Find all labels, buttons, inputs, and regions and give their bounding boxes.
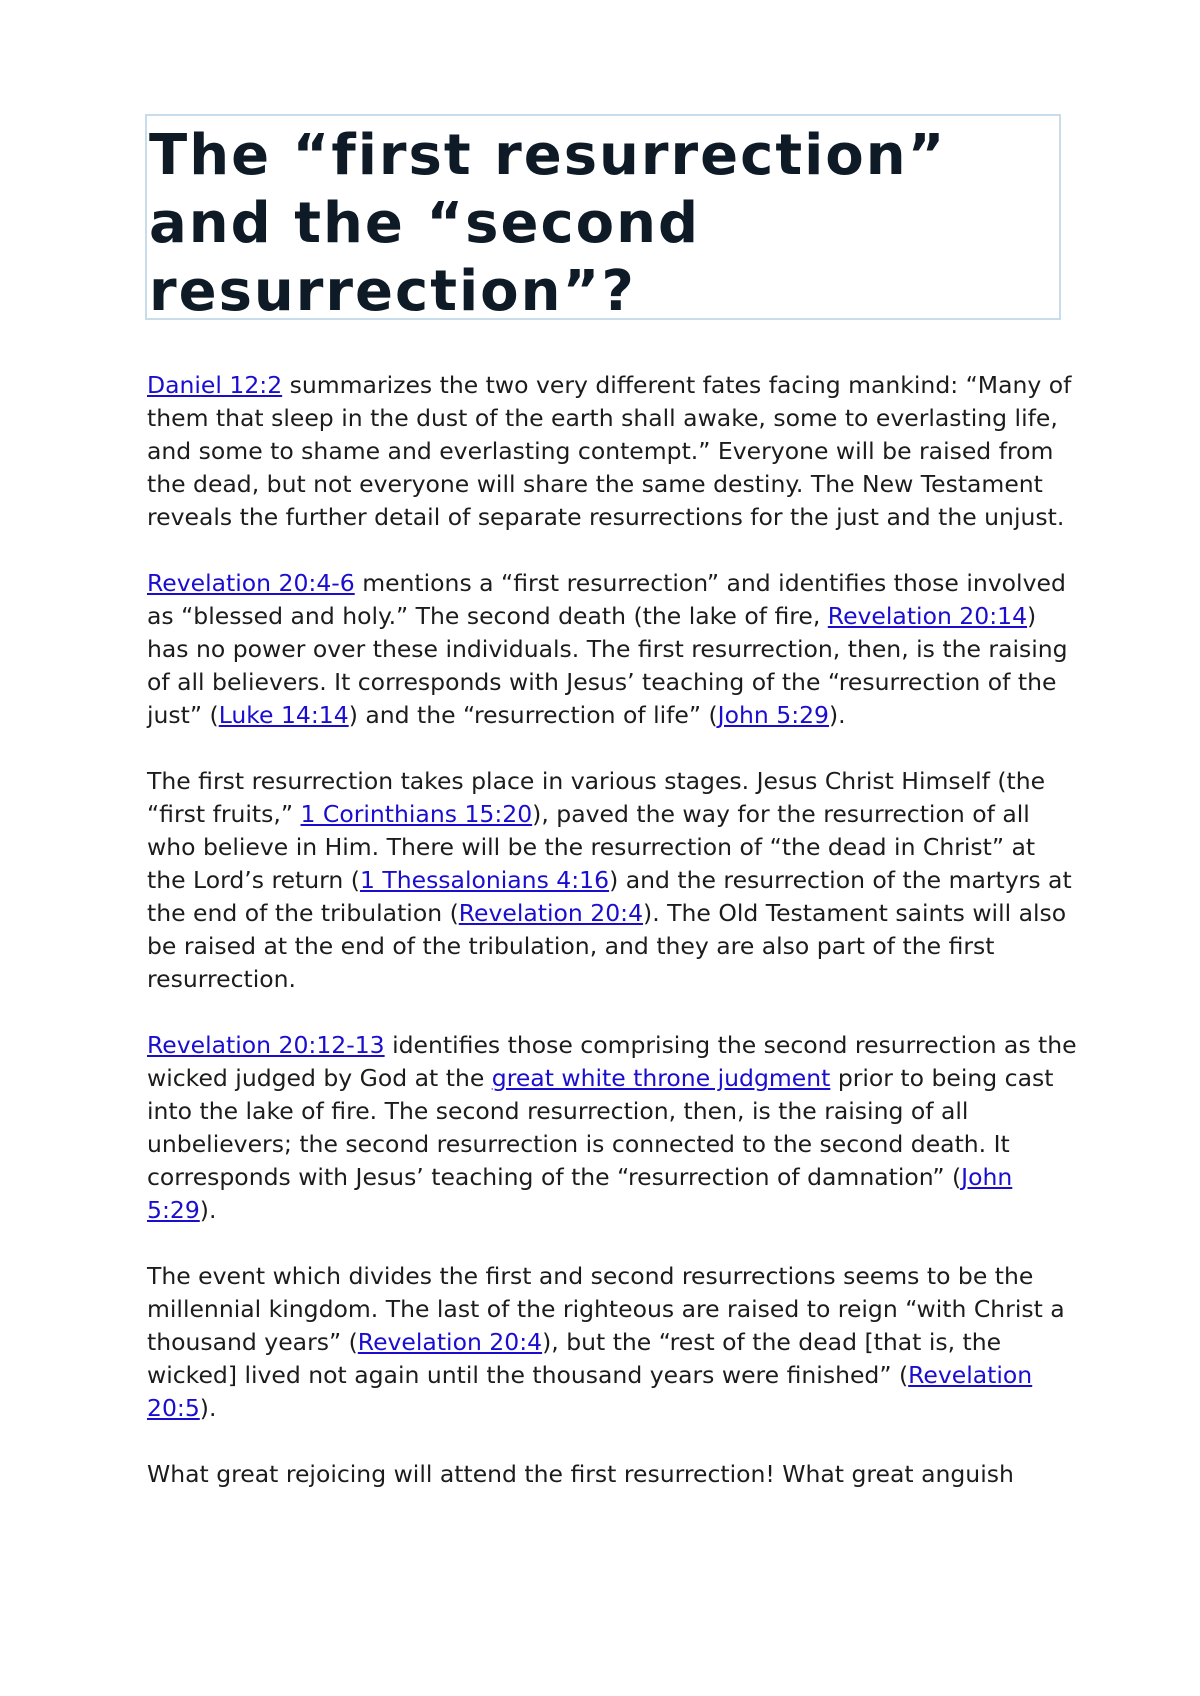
paragraph-4-text-1: identifies those comprising the second resurrection as the wicked judged by God at the — [147, 1031, 1077, 1092]
document-body — [147, 369, 1077, 1524]
paragraph-2-text-3: ) and the “resurrection of life” ( — [348, 701, 718, 729]
paragraph-5-text-0: The event which divides the first and second resurrections seems to be the millennial kingdom. The last of the righteous are raised to reign “with Christ a thousand years” ( — [147, 1262, 1065, 1356]
paragraph-2-text-1: mentions a “first resurrection” and identifies those involved as “blessed and holy.” The second death (the lake of fire, — [147, 569, 1066, 630]
paragraph-6 — [147, 1458, 1077, 1491]
link-john-5-29[interactable]: John 5:29 — [717, 701, 830, 729]
link-daniel-12-2[interactable]: Daniel 12:2 — [147, 371, 283, 399]
paragraph-3-text-0: The first resurrection takes place in various stages. Jesus Christ Himself (the “first fruits,” — [147, 767, 1046, 828]
link-revelation-20-4[interactable]: Revelation 20:4 — [458, 899, 644, 927]
paragraph-2-text-2: ) has no power over these individuals. The first resurrection, then, is the raising of all believers. It corresponds with Jesus’ teaching of the “resurrection of the just” ( — [147, 602, 1068, 729]
link-revelation-20-14[interactable]: Revelation 20:14 — [827, 602, 1028, 630]
paragraph-4-text-2: prior to being cast into the lake of fire. The second resurrection, then, is the raising of all unbelievers; the second resurrection is connected to the second death. It corresponds with Jesus’ teaching of the “resurrection of damnation” ( — [147, 1064, 1054, 1191]
link-revelation-20-4-6[interactable]: Revelation 20:4-6 — [147, 569, 355, 597]
link-revelation-20-5[interactable]: Revelation 20:5 — [147, 1361, 1033, 1422]
title-frame — [145, 114, 1061, 324]
paragraph-3 — [147, 765, 1077, 996]
link-revelation-20-12-13[interactable]: Revelation 20:12-13 — [147, 1031, 385, 1059]
paragraph-4 — [147, 1029, 1077, 1227]
link-1-corinthians-15-20[interactable]: 1 Corinthians 15:20 — [300, 800, 533, 828]
link-great-white-throne-judgment[interactable]: great white throne judgment — [491, 1064, 831, 1092]
page-title: The “first resurrection” and the “second resurrection”? — [149, 123, 947, 324]
link-john-5-29-second[interactable]: John 5:29 — [147, 1163, 1013, 1224]
paragraph-5-text-1: ), but the “rest of the dead [that is, the wicked] lived not again until the thousand years were finished” ( — [147, 1328, 1002, 1389]
paragraph-3-text-1: ), paved the way for the resurrection of all who believe in Him. There will be the resurrection of “the dead in Christ” at the Lord’s return ( — [147, 800, 1036, 894]
paragraph-1-text: summarizes the two very different fates facing mankind: “Many of them that sleep in the dust of the earth shall awake, some to everlasting life, and some to shame and everlasting contempt.” Everyone will be raised from the dead, but not everyone will share the same destiny. The New Testament reveals the further detail of separate resurrections for the just and the unjust. — [147, 371, 1072, 531]
paragraph-2 — [147, 567, 1077, 732]
link-1-thessalonians-4-16[interactable]: 1 Thessalonians 4:16 — [359, 866, 610, 894]
paragraph-3-text-3: ). The Old Testament saints will also be raised at the end of the tribulation, and they are also part of the first resurrection. — [147, 899, 1067, 993]
link-revelation-20-4-second[interactable]: Revelation 20:4 — [357, 1328, 543, 1356]
paragraph-4-text-3: ). — [199, 1196, 217, 1224]
paragraph-5-text-2: ). — [199, 1394, 217, 1422]
link-luke-14-14[interactable]: Luke 14:14 — [218, 701, 349, 729]
paragraph-3-text-2: ) and the resurrection of the martyrs at the end of the tribulation ( — [147, 866, 1072, 927]
paragraph-2-text-4: ). — [829, 701, 846, 729]
paragraph-1 — [147, 369, 1077, 534]
paragraph-5 — [147, 1260, 1077, 1425]
paragraph-6-text-0: What great rejoicing will attend the first resurrection! What great anguish — [147, 1460, 1014, 1488]
